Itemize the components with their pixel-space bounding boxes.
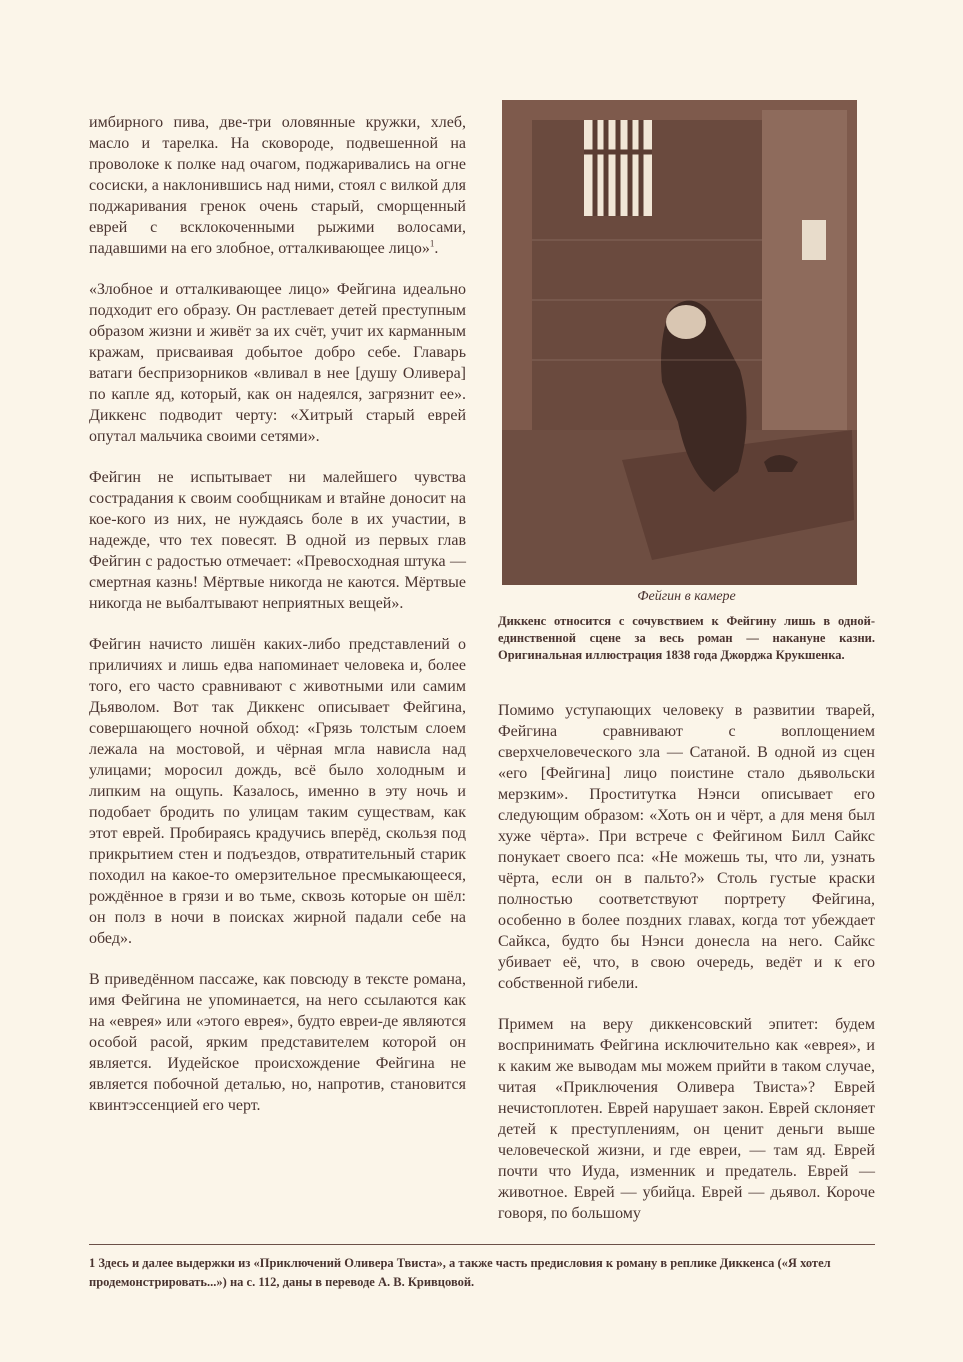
footnote-marker: 1 [429, 238, 435, 249]
paragraph: В приведённом пассаже, как повсюду в тексте романа, имя Фейгина не упоминается, на него ссылаются как на «еврея» или «этого еврея», будто евреи-де являются особой расой, ярким представителем которой он является. Иудейское происхождение Фейгина не является побочной деталью, но, напротив, становится квинтэссенцией его черт. [89, 971, 466, 1114]
right-column [498, 700, 875, 1244]
paragraph: Помимо уступающих человеку в развитии тварей, Фейгина сравнивают с воплощением сверхчеловеческого зла — Сатаной. В одной из сцен «его [Фейгина] лицо поистине стало дьявольски мерзким». Проститутка Нэнси описывает его следующим образом: «Хоть он и чёрт, а для меня был хуже чёрта». При встрече с Фейгином Билл Сайкс понукает своего пса: «Не можешь ты, что ли, узнать чёрта, если он в пальто?» Столь густые краски полностью соответствуют портрету Фейгина, особенно в более поздних главах, когда тот убеждает Сайкса, будто бы Нэнси донесла на него. Сайкс убивает её, что, в свою очередь, ведёт и к его собственной гибели. [498, 702, 875, 992]
illustration-figure [498, 100, 875, 664]
paragraph: Примем на веру диккенсовский эпитет: будем воспринимать Фейгина исключительно как «еврея», и к каким же выводам мы можем прийти в таком случае, читая «Приключения Оливера Твиста»? Еврей нечистоплотен. Еврей нарушает закон. Еврей склоняет детей к преступлениям, он ценит деньги выше человеческой жизни, и где евреи, — там яд. Еврей почти что Иуда, изменник и предатель. Еврей — животное. Еврей — убийца. Еврей — дьявол. Короче говоря, по большому [498, 1016, 875, 1222]
paragraph-text: имбирного пива, две-три оловянные кружки, хлеб, масло и тарелка. На сковороде, подвешенной на проволоке к полке над очагом, поджаривались на огне сосиски, а наклонившись над ними, стоял с вилкой для поджаривания гренок очень старый, сморщенный еврей с всклокоченными рыжими волосами, падавшими на его злобное, отталкивающее лицо» [89, 114, 466, 257]
footnote-divider [89, 1244, 875, 1245]
paragraph: имбирного пива, две-три оловянные кружки, хлеб, масло и тарелка. На сковороде, подвешенной на проволоке к полке над очагом, поджаривались на огне сосиски, а наклонившись над ними, стоял с вилкой для поджаривания гренок очень старый, сморщенный еврей с всклокоченными рыжими волосами, падавшими на его злобное, отталкивающее лицо»$^1$. [89, 114, 466, 257]
figure-caption: Диккенс относится с сочувствием к Фейгину лишь в одной-единственной сцене за весь роман — накануне казни. Оригинальная иллюстрация 1838 года Джорджа Крукшенка. [498, 614, 875, 662]
paragraph: Фейгин начисто лишён каких-либо представлений о приличиях и лишь едва напоминает человека и, более того, его часто сравнивают с животными или самим Дьяволом. Вот так Диккенс описывает Фейгина, совершающего ночной обход: «Грязь толстым слоем лежала на мостовой, и чёрная мгла нависла над улицами; моросил дождь, всё было холодным и липким на ощупь. Казалось, именно в эту ночь и подобает бродить по улицам таким существам, как этот еврей. Пробираясь крадучись вперёд, скользя под прикрытием стен и подъездов, отвратительный старик походил на какое-то омерзительное пресмыкающееся, рождённое в грязи и во тьме, сквозь которые он шёл: он полз в ночи в поисках жирной падали себе на обед». [89, 636, 466, 947]
paragraph: Фейгин не испытывает ни малейшего чувства сострадания к своим сообщникам и втайне доносит на кое-кого из них, не нуждаясь боле в их участии, в надежде, что тех повесят. В одной из первых глав Фейгин с радостью отмечает: «Превосходная штука — смертная казнь! Мёртвые никогда не каются. Мёртвые никогда не выбалтывают неприятных вещей». [89, 469, 466, 612]
footnote: 1 Здесь и далее выдержки из «Приключений Оливера Твиста», а также часть предисловия к роману в реплике Диккенса («Я хотел продемонстрировать...») на с. 112, даны в переводе А. В. Кривцовой. [89, 1256, 831, 1289]
figure-title: Фейгин в камере [637, 589, 736, 604]
fagin-in-cell-illustration [502, 100, 857, 585]
paragraph: «Злобное и отталкивающее лицо» Фейгина идеально подходит его образу. Он растлевает детей преступным образом жизни и живёт за их счёт, учит их карманным кражам, присваивая добытое добро себе. Главарь ватаги беспризорников «вливал в нее [душу Оливера] по капле яд, который, как он надеялся, загрязнит ее». Диккенс подводит черту: «Хитрый старый еврей опутал мальчика своими сетями». [89, 281, 466, 445]
left-column [89, 112, 466, 1136]
